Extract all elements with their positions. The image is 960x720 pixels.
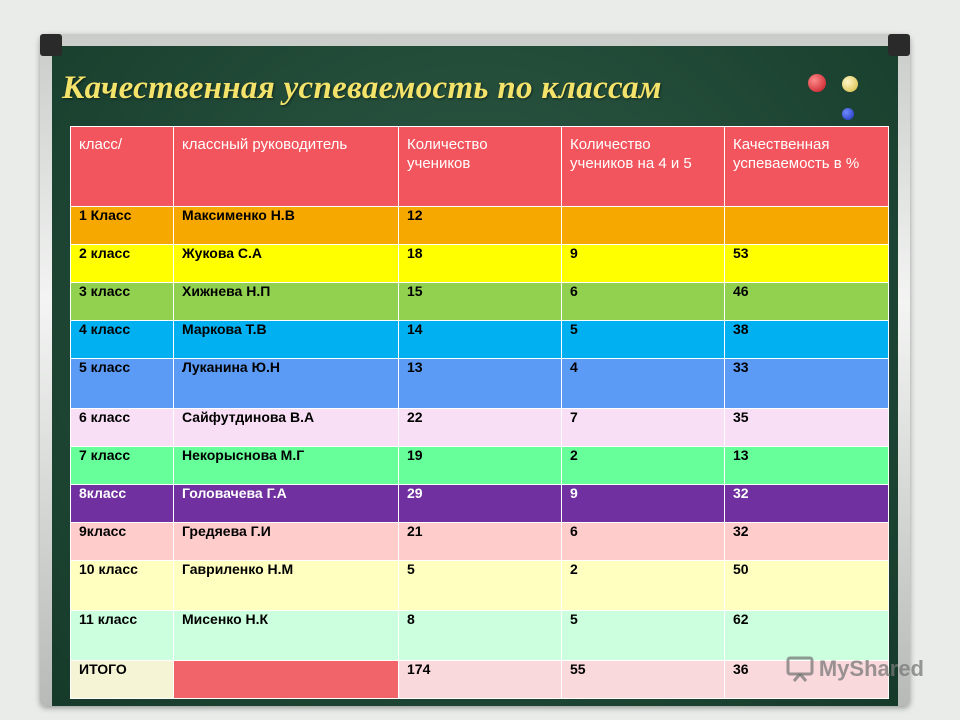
- header-teacher: классный руководитель: [174, 127, 399, 207]
- row-teacher: Гредяева Г.И: [174, 523, 399, 561]
- row-students: 15: [399, 283, 562, 321]
- row-class: 9класс: [71, 523, 174, 561]
- row-teacher: Мисенко Н.К: [174, 611, 399, 661]
- header-row: [71, 127, 889, 207]
- row-quality-percent: 32: [725, 523, 889, 561]
- table-row: [71, 409, 889, 447]
- row-students: 5: [399, 561, 562, 611]
- table-row: [71, 523, 889, 561]
- row-quality-percent: [725, 207, 889, 245]
- row-good-students: 9: [562, 485, 725, 523]
- row-quality-percent: 50: [725, 561, 889, 611]
- table-row: [71, 245, 889, 283]
- header-students: Количество учеников: [399, 127, 562, 207]
- header-good-students: Количество учеников на 4 и 5: [562, 127, 725, 207]
- page-title: Качественная успеваемость по классам: [62, 70, 662, 106]
- row-students: 14: [399, 321, 562, 359]
- row-good-students: 5: [562, 321, 725, 359]
- row-students: 13: [399, 359, 562, 409]
- grades-table: [70, 126, 889, 699]
- row-students: 8: [399, 611, 562, 661]
- row-class: 6 класс: [71, 409, 174, 447]
- row-class: 10 класс: [71, 561, 174, 611]
- table-row: [71, 611, 889, 661]
- table-row: [71, 561, 889, 611]
- row-class: 5 класс: [71, 359, 174, 409]
- presentation-icon: [785, 656, 815, 682]
- row-class: 2 класс: [71, 245, 174, 283]
- table-row: [71, 283, 889, 321]
- yellow-magnet: [842, 76, 858, 92]
- row-class: 8класс: [71, 485, 174, 523]
- row-class: 1 Класс: [71, 207, 174, 245]
- row-teacher: Некорыснова М.Г: [174, 447, 399, 485]
- header-class: класс/: [71, 127, 174, 207]
- row-quality-percent: 53: [725, 245, 889, 283]
- total-teacher: [174, 661, 399, 699]
- row-good-students: 6: [562, 283, 725, 321]
- row-teacher: Жукова С.А: [174, 245, 399, 283]
- row-class: 3 класс: [71, 283, 174, 321]
- table-row: [71, 321, 889, 359]
- row-teacher: Маркова Т.В: [174, 321, 399, 359]
- row-good-students: 7: [562, 409, 725, 447]
- table-row: [71, 485, 889, 523]
- row-students: 19: [399, 447, 562, 485]
- row-teacher: Максименко Н.В: [174, 207, 399, 245]
- row-students: 29: [399, 485, 562, 523]
- row-teacher: Головачева Г.А: [174, 485, 399, 523]
- total-good-students: 55: [562, 661, 725, 699]
- row-quality-percent: 62: [725, 611, 889, 661]
- row-students: 21: [399, 523, 562, 561]
- header-quality-percent: Качественная успеваемость в %: [725, 127, 889, 207]
- row-teacher: Хижнева Н.П: [174, 283, 399, 321]
- total-row: [71, 661, 889, 699]
- total-students: 174: [399, 661, 562, 699]
- total-label: ИТОГО: [71, 661, 174, 699]
- row-good-students: 5: [562, 611, 725, 661]
- red-magnet: [808, 74, 826, 92]
- row-quality-percent: 35: [725, 409, 889, 447]
- row-class: 7 класс: [71, 447, 174, 485]
- row-good-students: [562, 207, 725, 245]
- row-students: 18: [399, 245, 562, 283]
- frame-corner: [888, 34, 910, 56]
- total-quality-percent: 36: [725, 661, 889, 699]
- row-teacher: Луканина Ю.Н: [174, 359, 399, 409]
- row-good-students: 2: [562, 561, 725, 611]
- watermark-text: MyShared: [818, 656, 924, 681]
- watermark-logo: [785, 656, 924, 682]
- row-good-students: 2: [562, 447, 725, 485]
- blue-magnet: [842, 108, 854, 120]
- row-good-students: 4: [562, 359, 725, 409]
- row-class: 11 класс: [71, 611, 174, 661]
- table-row: [71, 207, 889, 245]
- row-students: 12: [399, 207, 562, 245]
- frame-corner: [40, 34, 62, 56]
- row-students: 22: [399, 409, 562, 447]
- table-row: [71, 447, 889, 485]
- row-quality-percent: 46: [725, 283, 889, 321]
- row-class: 4 класс: [71, 321, 174, 359]
- row-quality-percent: 13: [725, 447, 889, 485]
- row-quality-percent: 32: [725, 485, 889, 523]
- row-quality-percent: 38: [725, 321, 889, 359]
- table-row: [71, 359, 889, 409]
- row-teacher: Сайфутдинова В.А: [174, 409, 399, 447]
- row-good-students: 9: [562, 245, 725, 283]
- row-quality-percent: 33: [725, 359, 889, 409]
- row-teacher: Гавриленко Н.М: [174, 561, 399, 611]
- row-good-students: 6: [562, 523, 725, 561]
